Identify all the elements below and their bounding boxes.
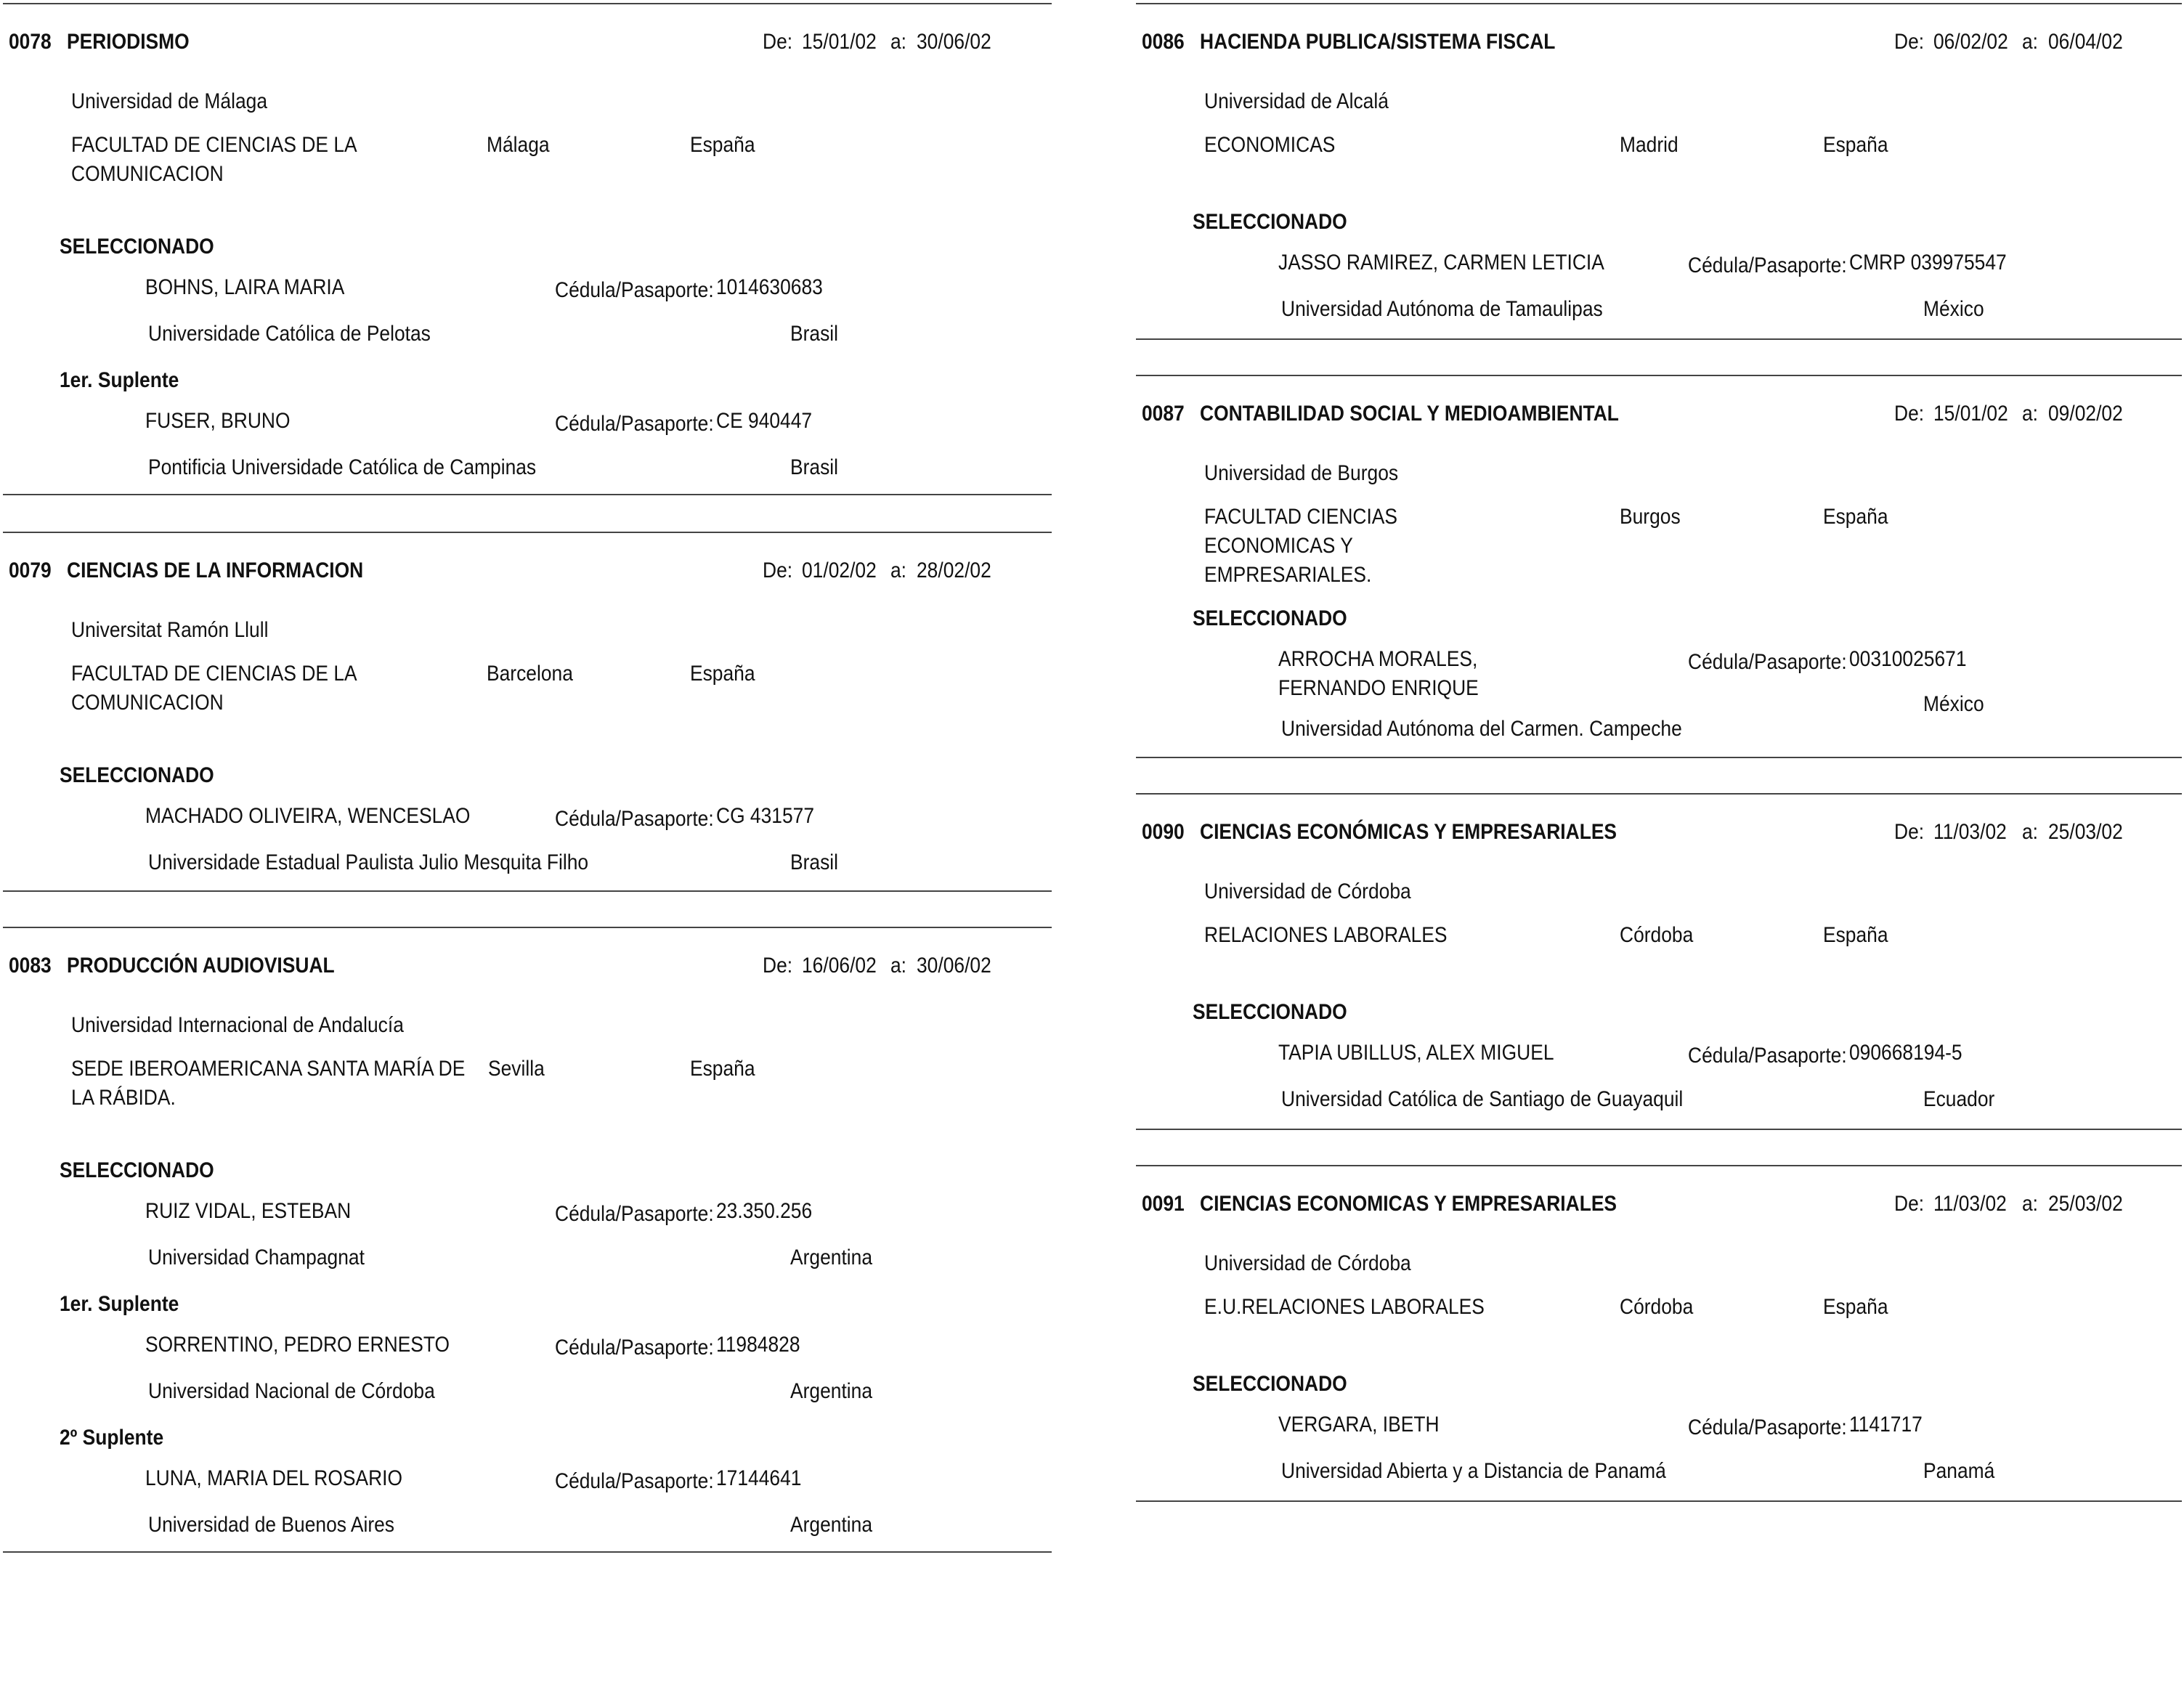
candidate-country: Brasil: [790, 455, 839, 479]
candidate-role: 1er. Suplente: [60, 1292, 179, 1316]
date-from-label: De:: [1894, 1192, 1925, 1216]
course-title: CIENCIAS DE LA INFORMACION: [67, 558, 364, 582]
date-from: 06/02/02: [1933, 30, 2008, 54]
candidate-name: MACHADO OLIVEIRA, WENCESLAO: [145, 804, 471, 828]
host-faculty: FACULTAD DE CIENCIAS DE LA COMUNICACION: [71, 662, 357, 715]
candidate-country: México: [1923, 297, 1984, 321]
course-title: PERIODISMO: [67, 30, 190, 54]
candidate-university: Universidad Autónoma del Carmen. Campeche: [1281, 717, 1682, 741]
candidate-role: 1er. Suplente: [60, 368, 179, 392]
course-block-0087: [1136, 375, 2182, 758]
date-from: 15/01/02: [1933, 402, 2008, 426]
course-title: CONTABILIDAD SOCIAL Y MEDIOAMBIENTAL: [1200, 402, 1619, 426]
date-to-label: a:: [2022, 30, 2039, 54]
host-city: Córdoba: [1620, 923, 1694, 947]
date-from-label: De:: [763, 558, 793, 582]
course-block-0083: [3, 927, 1052, 1553]
host-city: Córdoba: [1620, 1295, 1694, 1319]
date-to: 30/06/02: [917, 30, 991, 54]
date-to: 09/02/02: [2048, 402, 2123, 426]
date-from: 15/01/02: [802, 30, 877, 54]
course-title: PRODUCCIÓN AUDIOVISUAL: [67, 954, 335, 978]
candidate-name: JASSO RAMIREZ, CARMEN LETICIA: [1278, 251, 1604, 275]
date-to-label: a:: [2022, 1192, 2039, 1216]
course-title: CIENCIAS ECONÓMICAS Y EMPRESARIALES: [1200, 820, 1617, 844]
date-from-label: De:: [1894, 820, 1925, 844]
candidate-role: SELECCIONADO: [60, 763, 214, 787]
course-code: 0079: [9, 558, 52, 582]
course-code: 0078: [9, 30, 52, 54]
candidate-university: Universidad de Buenos Aires: [148, 1513, 395, 1537]
host-university: Universidad de Burgos: [1204, 461, 1399, 485]
date-to: 25/03/02: [2048, 1192, 2123, 1216]
host-country: España: [1823, 133, 1888, 157]
candidate-name: ARROCHA MORALES, FERNANDO ENRIQUE: [1278, 647, 1479, 700]
host-city: Burgos: [1620, 505, 1681, 529]
candidate-role: SELECCIONADO: [1193, 1000, 1347, 1024]
candidate-id: 00310025671: [1849, 647, 1967, 671]
candidate-country: Argentina: [790, 1513, 873, 1537]
course-block-0078: [3, 3, 1052, 495]
candidate-country: México: [1923, 692, 1984, 716]
cedula-label: Cédula/Pasaporte:: [1688, 650, 1847, 674]
host-faculty: FACULTAD CIENCIAS ECONOMICAS Y EMPRESARIALES.: [1204, 505, 1398, 587]
candidate-country: Ecuador: [1923, 1087, 1995, 1111]
candidate-name: BOHNS, LAIRA MARIA: [145, 275, 345, 299]
cedula-label: Cédula/Pasaporte:: [1688, 1044, 1847, 1068]
candidate-id: 23.350.256: [716, 1199, 813, 1223]
host-country: España: [1823, 923, 1888, 947]
host-city: Málaga: [487, 133, 550, 157]
candidate-role: 2º Suplente: [60, 1426, 164, 1450]
candidate-name: RUIZ VIDAL, ESTEBAN: [145, 1199, 352, 1223]
host-faculty: SEDE IBEROAMERICANA SANTA MARÍA DE LA RÁBIDA.: [71, 1057, 466, 1110]
cedula-label: Cédula/Pasaporte:: [555, 278, 714, 302]
date-to-label: a:: [890, 558, 907, 582]
course-code: 0090: [1142, 820, 1185, 844]
date-to: 30/06/02: [917, 954, 991, 978]
host-country: España: [1823, 505, 1888, 529]
date-to: 25/03/02: [2048, 820, 2123, 844]
candidate-id: 1141717: [1849, 1413, 1923, 1437]
candidate-id: CE 940447: [716, 409, 813, 433]
course-block-0079: [3, 532, 1052, 892]
candidate-university: Universidade Católica de Pelotas: [148, 322, 431, 346]
course-block-0090: [1136, 793, 2182, 1130]
course-code: 0086: [1142, 30, 1185, 54]
cedula-label: Cédula/Pasaporte:: [555, 1336, 714, 1360]
candidate-id: CMRP 039975547: [1849, 251, 2007, 275]
host-university: Universidad Internacional de Andalucía: [71, 1013, 404, 1037]
host-university: Universidad de Córdoba: [1204, 1251, 1411, 1275]
cedula-label: Cédula/Pasaporte:: [555, 1469, 714, 1493]
candidate-university: Universidade Estadual Paulista Julio Mesquita Filho: [148, 850, 589, 874]
candidate-role: SELECCIONADO: [60, 235, 214, 259]
candidate-role: SELECCIONADO: [1193, 1372, 1347, 1396]
candidate-university: Universidad Católica de Santiago de Guayaquil: [1281, 1087, 1684, 1111]
date-from: 16/06/02: [802, 954, 877, 978]
candidate-university: Universidad Abierta y a Distancia de Panamá: [1281, 1459, 1666, 1483]
date-to: 28/02/02: [917, 558, 991, 582]
cedula-label: Cédula/Pasaporte:: [555, 807, 714, 831]
candidate-university: Universidad Nacional de Córdoba: [148, 1379, 435, 1403]
candidate-name: LUNA, MARIA DEL ROSARIO: [145, 1466, 403, 1490]
host-university: Universitat Ramón Llull: [71, 618, 269, 642]
candidate-country: Brasil: [790, 322, 839, 346]
host-country: España: [1823, 1295, 1888, 1319]
candidate-id: 1014630683: [716, 275, 823, 299]
date-to-label: a:: [890, 954, 907, 978]
host-faculty: RELACIONES LABORALES: [1204, 923, 1448, 947]
cedula-label: Cédula/Pasaporte:: [1688, 253, 1847, 277]
date-to-label: a:: [2022, 402, 2039, 426]
host-country: España: [690, 662, 755, 686]
candidate-university: Universidad Autónoma de Tamaulipas: [1281, 297, 1603, 321]
date-from-label: De:: [1894, 402, 1925, 426]
host-faculty: ECONOMICAS: [1204, 133, 1336, 157]
host-city: Sevilla: [488, 1057, 545, 1081]
course-block-0086: [1136, 3, 2182, 340]
host-country: España: [690, 133, 755, 157]
candidate-country: Brasil: [790, 850, 839, 874]
date-to-label: a:: [890, 30, 907, 54]
date-to: 06/04/02: [2048, 30, 2123, 54]
cedula-label: Cédula/Pasaporte:: [555, 412, 714, 436]
candidate-id: 17144641: [716, 1466, 802, 1490]
candidate-role: SELECCIONADO: [1193, 210, 1347, 234]
host-university: Universidad de Alcalá: [1204, 89, 1389, 113]
candidate-country: Argentina: [790, 1379, 873, 1403]
candidate-name: VERGARA, IBETH: [1278, 1413, 1440, 1437]
candidate-country: Argentina: [790, 1246, 873, 1269]
host-faculty: FACULTAD DE CIENCIAS DE LA COMUNICACION: [71, 133, 357, 186]
host-university: Universidad de Málaga: [71, 89, 268, 113]
candidate-id: CG 431577: [716, 804, 815, 828]
cedula-label: Cédula/Pasaporte:: [1688, 1415, 1847, 1439]
candidate-id: 090668194-5: [1849, 1041, 1962, 1065]
candidate-id: 11984828: [716, 1333, 800, 1357]
date-from: 01/02/02: [802, 558, 877, 582]
date-from-label: De:: [1894, 30, 1925, 54]
cedula-label: Cédula/Pasaporte:: [555, 1202, 714, 1226]
candidate-role: SELECCIONADO: [60, 1158, 214, 1182]
date-from-label: De:: [763, 954, 793, 978]
host-faculty: E.U.RELACIONES LABORALES: [1204, 1295, 1485, 1319]
host-country: España: [690, 1057, 755, 1081]
candidate-name: TAPIA UBILLUS, ALEX MIGUEL: [1278, 1041, 1554, 1065]
candidate-country: Panamá: [1923, 1459, 1995, 1483]
host-city: Barcelona: [487, 662, 573, 686]
date-to-label: a:: [2022, 820, 2039, 844]
candidate-role: SELECCIONADO: [1193, 606, 1347, 630]
date-from: 11/03/02: [1933, 1192, 2007, 1216]
host-university: Universidad de Córdoba: [1204, 879, 1411, 903]
date-from: 11/03/02: [1933, 820, 2007, 844]
candidate-university: Universidad Champagnat: [148, 1246, 365, 1269]
candidate-name: FUSER, BRUNO: [145, 409, 291, 433]
course-code: 0083: [9, 954, 52, 978]
candidate-university: Pontificia Universidade Católica de Campinas: [148, 455, 537, 479]
course-code: 0087: [1142, 402, 1185, 426]
host-city: Madrid: [1620, 133, 1678, 157]
date-from-label: De:: [763, 30, 793, 54]
course-block-0091: [1136, 1165, 2182, 1502]
candidate-name: SORRENTINO, PEDRO ERNESTO: [145, 1333, 450, 1357]
course-title: CIENCIAS ECONOMICAS Y EMPRESARIALES: [1200, 1192, 1617, 1216]
course-code: 0091: [1142, 1192, 1185, 1216]
course-title: HACIENDA PUBLICA/SISTEMA FISCAL: [1200, 30, 1556, 54]
